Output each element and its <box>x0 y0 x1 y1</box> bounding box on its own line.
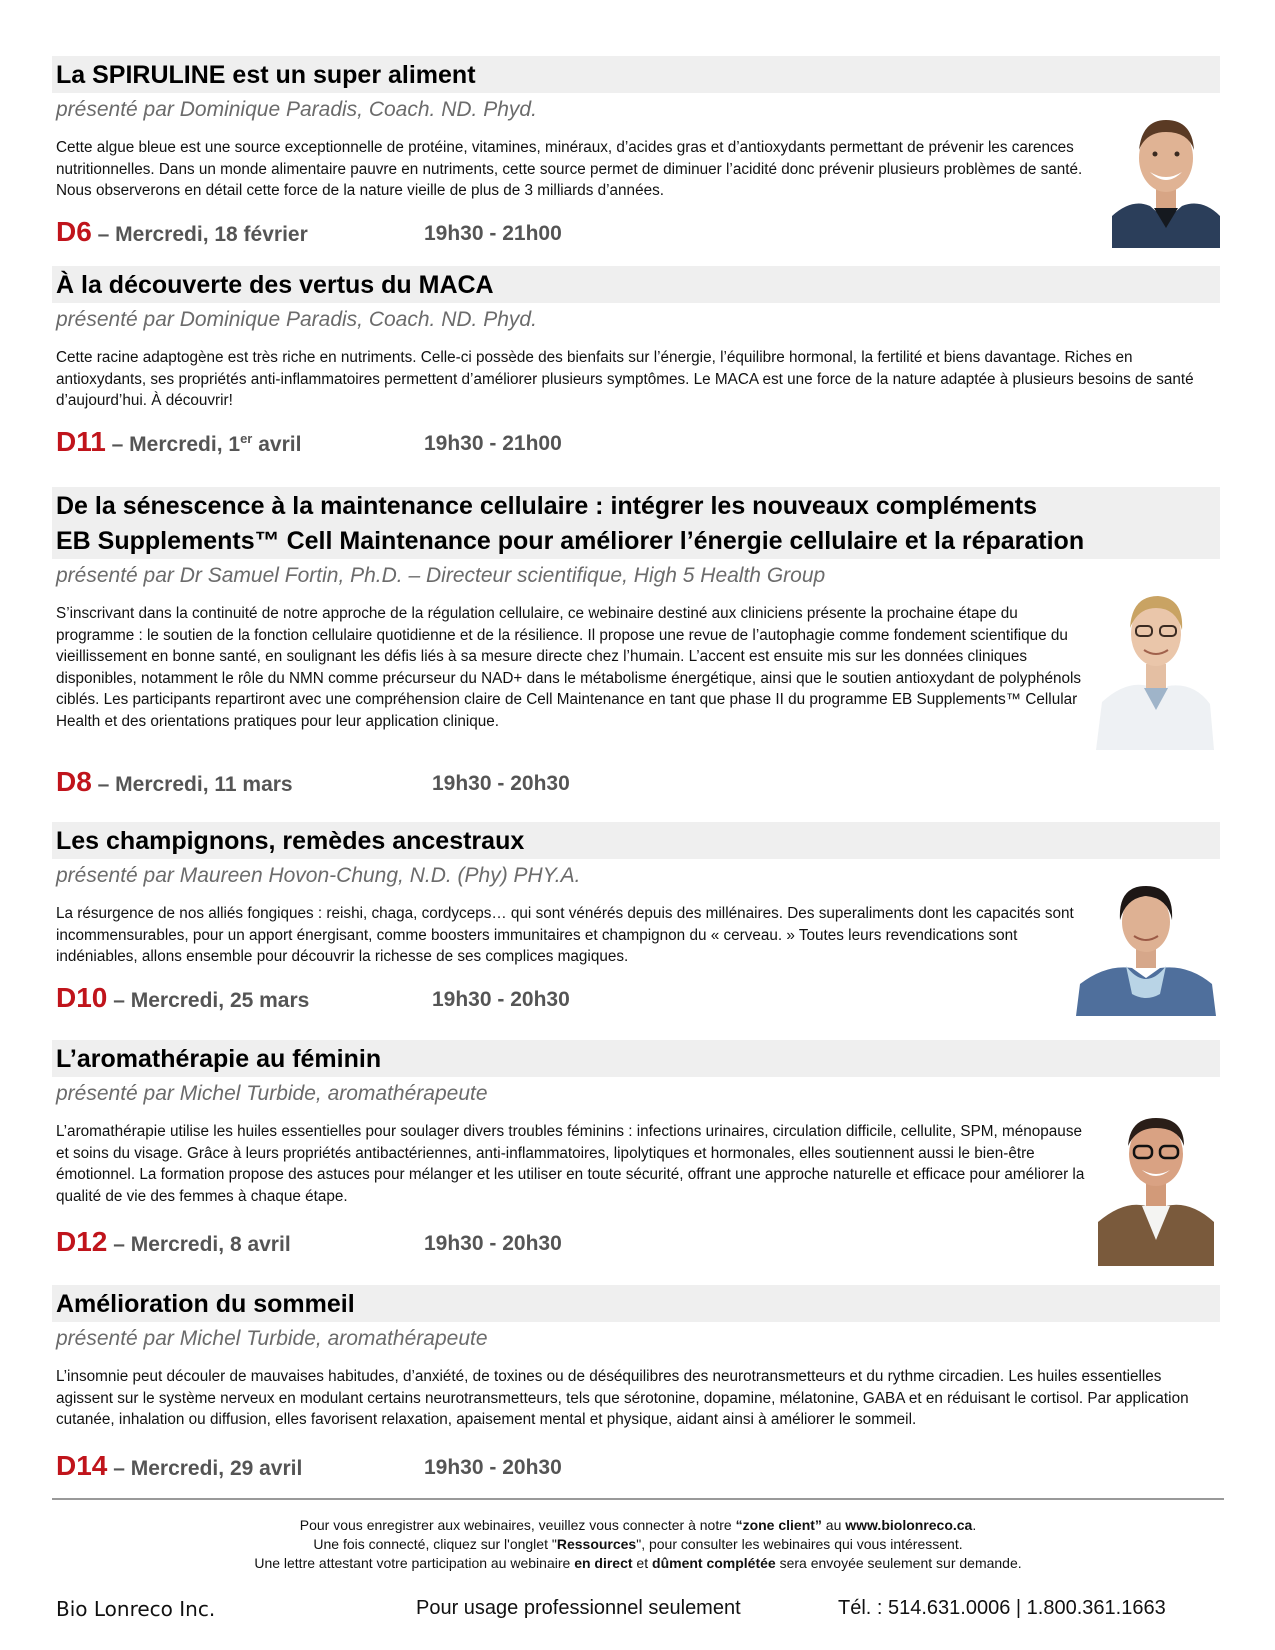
presenter-photo-dominique <box>1112 98 1220 248</box>
session-code: D6 <box>56 216 92 247</box>
session-date: – Mercredi, 8 avril <box>113 1233 291 1256</box>
footnote-dument-completee: dûment complétée <box>652 1555 776 1571</box>
session-date-row <box>56 216 308 248</box>
footnote-text: ", pour consulter les webinaires qui vous intéressent. <box>636 1536 963 1552</box>
session-title-line1: De la sénescence à la maintenance cellulaire : intégrer les nouveaux compléments <box>56 492 1037 520</box>
session-code: D8 <box>56 766 92 797</box>
session-title: Amélioration du sommeil <box>52 1285 1220 1322</box>
session-date-row <box>56 766 293 798</box>
session-presenter: présenté par Dominique Paradis, Coach. ND. Phyd. <box>56 98 537 121</box>
session-code: D14 <box>56 1450 108 1481</box>
website-link[interactable]: www.biolonreco.ca <box>845 1517 973 1533</box>
session-time: 19h30 - 20h30 <box>432 772 570 795</box>
phone-numbers: Tél. : 514.631.0006 | 1.800.361.1663 <box>838 1597 1166 1619</box>
session-description: S’inscrivant dans la continuité de notre approche de la régulation cellulaire, ce webinaire destiné aux cliniciens présente la prochaine étape du programme : le soutien de la fonction cellulaire quotidienne et de la résilience. Il propose une revue de l’autophagie comme fondement scientifique du vieillissement en bonne santé, en soulignant les défis liés à sa mesure directe chez l’humain. L’accent est ensuite mis sur les données cliniques disponibles, notamment le rôle du NMN comme précurseur du NAD+ dans le métabolisme énergétique, ainsi que le soutien antioxydant de polyphénols ciblés. Les participants repartiront avec une compréhension claire de Cell Maintenance en tant que phase II du programme EB Supplements™ Cellular Health et des orientations pratiques pour leur application clinique. <box>56 605 1082 730</box>
session-date-row <box>56 1450 302 1482</box>
footnote-text: sera envoyée seulement sur demande. <box>775 1555 1022 1571</box>
session-title: Les champignons, remèdes ancestraux <box>52 822 1220 859</box>
presenter-photo-samuel <box>1096 582 1214 750</box>
session-cell-maintenance <box>52 487 1220 732</box>
footnote-line-3 <box>52 1554 1224 1573</box>
session-presenter: présenté par Michel Turbide, aromathérapeute <box>56 1082 488 1105</box>
session-description: Cette racine adaptogène est très riche en nutriments. Celle-ci possède des bienfaits sur l’énergie, l’équilibre hormonal, la fertilité et biens davantage. Riches en antioxydants, ses propriétés anti-inflammatoires permettent d’améliorer plusieurs symptômes. Le MACA est une force de la nature adaptée à plusieurs besoins de santé d’aujourd’hui. À découvrir! <box>56 349 1194 409</box>
presenter-photo-maureen <box>1076 874 1216 1016</box>
footnote-text: au <box>821 1517 846 1533</box>
session-date: – Mercredi, 25 mars <box>113 989 310 1012</box>
session-sommeil <box>52 1285 1220 1431</box>
footnote-ressources: Ressources <box>556 1536 637 1552</box>
footnote-en-direct: en direct <box>574 1555 633 1571</box>
session-presenter: présenté par Maureen Hovon-Chung, N.D. (Phy) PHY.A. <box>56 864 581 887</box>
session-description: L’aromathérapie utilise les huiles essentielles pour soulager divers troubles féminins : infections urinaires, circulation difficile, cellulite, SPM, ménopause et soins du visage. Grâce à leurs propriétés antibactériennes, anti-inflammatoires, lipolytiques et hormonales, elles soutiennent aussi le bien-être émotionnel. La formation propose des astuces pour mélanger et les utiliser en toute sécurité, offrant une approche naturelle et efficace pour améliorer la qualité de vie des femmes à chaque étape. <box>56 1123 1085 1205</box>
session-date-sup: er <box>240 431 253 446</box>
registration-note <box>52 1516 1224 1573</box>
session-time: 19h30 - 21h00 <box>424 222 562 245</box>
footnote-line-2 <box>52 1535 1224 1554</box>
footnote-zone-client: “zone client” <box>735 1517 822 1533</box>
company-name: Bio Lonreco Inc. <box>56 1597 216 1621</box>
session-title: La SPIRULINE est un super aliment <box>52 56 1220 93</box>
session-description: L’insomnie peut découler de mauvaises habitudes, d’anxiété, de toxines ou de déséquilibres des neurotransmetteurs et du rythme circadien. Les huiles essentielles agissent sur le système nerveux en modulant certains neurotransmetteurs, tels que sérotonine, dopamine, mélatonine, GABA et en réduisant le cortisol. Par application cutanée, inhalation ou diffusion, elles favorisent relaxation, apaisement mental et physique, aidant ainsi à améliorer le sommeil. <box>56 1368 1189 1428</box>
session-time: 19h30 - 21h00 <box>424 432 562 455</box>
usage-note: Pour usage professionnel seulement <box>416 1597 741 1619</box>
session-maca <box>52 266 1220 412</box>
session-code: D10 <box>56 982 108 1013</box>
session-title <box>52 487 1220 559</box>
footer-divider <box>52 1498 1224 1500</box>
session-code: D11 <box>56 426 106 457</box>
footnote-line-1 <box>52 1516 1224 1535</box>
footnote-text: Pour vous enregistrer aux webinaires, veuillez vous connecter à notre <box>299 1517 736 1533</box>
session-description: Cette algue bleue est une source exceptionnelle de protéine, vitamines, minéraux, d’acides gras et d’antioxydants permettant de prévenir les carences nutritionnelles. Dans un monde alimentaire pauvre en nutriments, cette source permet de diminuer l’acidité donc prévenir plusieurs problèmes de santé. Nous observerons en détail cette force de la nature vieille de plus de 3 milliards d’années. <box>56 139 1083 199</box>
footnote-text: Une fois connecté, cliquez sur l'onglet " <box>313 1536 557 1552</box>
session-title-line2: EB Supplements™ Cell Maintenance pour améliorer l’énergie cellulaire et la réparation <box>56 527 1085 555</box>
session-date: – Mercredi, 1 <box>111 433 241 456</box>
session-description: La résurgence de nos alliés fongiques : reishi, chaga, cordyceps… qui sont vénérés depuis des millénaires. Des superaliments dont les capacités sont incommensurables, pour un apport énergisant, comme boosters immunitaires et champignon du « cerveau. » Toutes leurs revendications sont indéniables, allons ensemble pour découvrir la richesse de ses complices magiques. <box>56 905 1074 965</box>
session-date: – Mercredi, 29 avril <box>113 1457 303 1480</box>
session-date: – Mercredi, 18 février <box>97 223 308 246</box>
session-date-row <box>56 982 309 1014</box>
footnote-text: et <box>632 1555 653 1571</box>
session-time: 19h30 - 20h30 <box>424 1232 562 1255</box>
session-presenter: présenté par Michel Turbide, aromathérapeute <box>56 1327 488 1350</box>
footnote-text: . <box>972 1517 977 1533</box>
presenter-photo-michel <box>1098 1100 1214 1266</box>
session-date-row <box>56 1226 291 1258</box>
session-date-row <box>56 426 301 458</box>
session-title: L’aromathérapie au féminin <box>52 1040 1220 1077</box>
session-presenter: présenté par Dr Samuel Fortin, Ph.D. – Directeur scientifique, High 5 Health Group <box>56 564 826 587</box>
session-aromatherapie <box>52 1040 1220 1207</box>
session-presenter: présenté par Dominique Paradis, Coach. ND. Phyd. <box>56 308 537 331</box>
session-date: – Mercredi, 11 mars <box>97 773 293 796</box>
session-spiruline <box>52 56 1220 202</box>
session-time: 19h30 - 20h30 <box>424 1456 562 1479</box>
session-champignons <box>52 822 1220 968</box>
session-title: À la découverte des vertus du MACA <box>52 266 1220 303</box>
session-time: 19h30 - 20h30 <box>432 988 570 1011</box>
session-code: D12 <box>56 1226 108 1257</box>
footnote-text: Une lettre attestant votre participation au webinaire <box>254 1555 575 1571</box>
session-date-suffix: avril <box>252 433 302 456</box>
